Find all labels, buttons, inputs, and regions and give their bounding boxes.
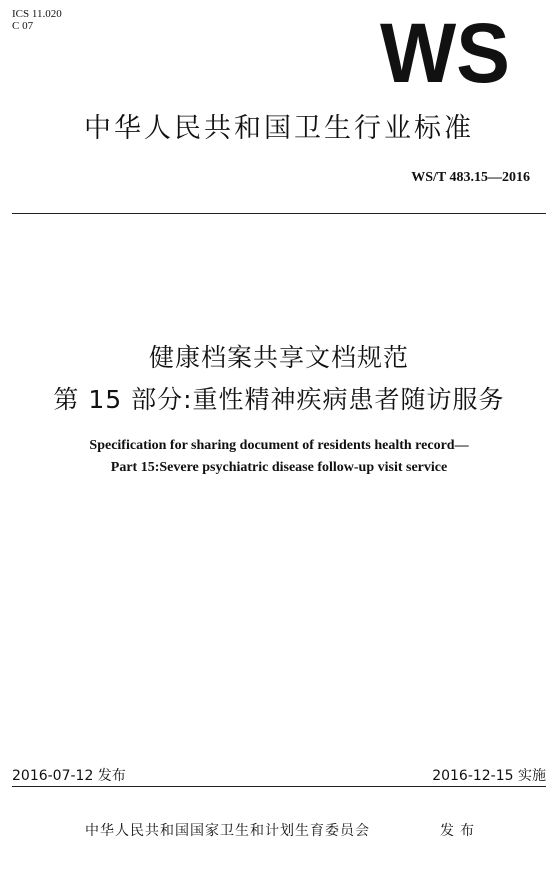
standard-category: 中华人民共和国卫生行业标准 — [84, 113, 474, 144]
classification-codes — [12, 8, 62, 32]
title-cn-line2: 第 15 部分:重性精神疾病患者随访服务 — [53, 385, 505, 414]
title-en-line2: Part 15:Severe psychiatric disease follow-up visit service — [110, 460, 448, 475]
title-cn-line1: 健康档案共享文档规范 — [148, 343, 409, 372]
issuing-authority: 中华人民共和国国家卫生和计划生育委员会 — [85, 823, 370, 839]
ws-logo-text: WS — [380, 14, 510, 90]
issue-date: 2016-07-12 发布 — [12, 768, 126, 784]
ccs-code: C 07 — [12, 20, 34, 32]
title-en-line1: Specification for sharing document of residents health record— — [89, 438, 469, 453]
top-divider — [12, 213, 546, 214]
ws-logo — [378, 14, 512, 90]
implementation-date: 2016-12-15 实施 — [432, 768, 546, 784]
bottom-divider — [12, 786, 546, 787]
publish-label: 发布 — [440, 823, 480, 839]
ics-code: ICS 11.020 — [12, 8, 62, 20]
standard-number: WS/T 483.15—2016 — [411, 170, 530, 185]
